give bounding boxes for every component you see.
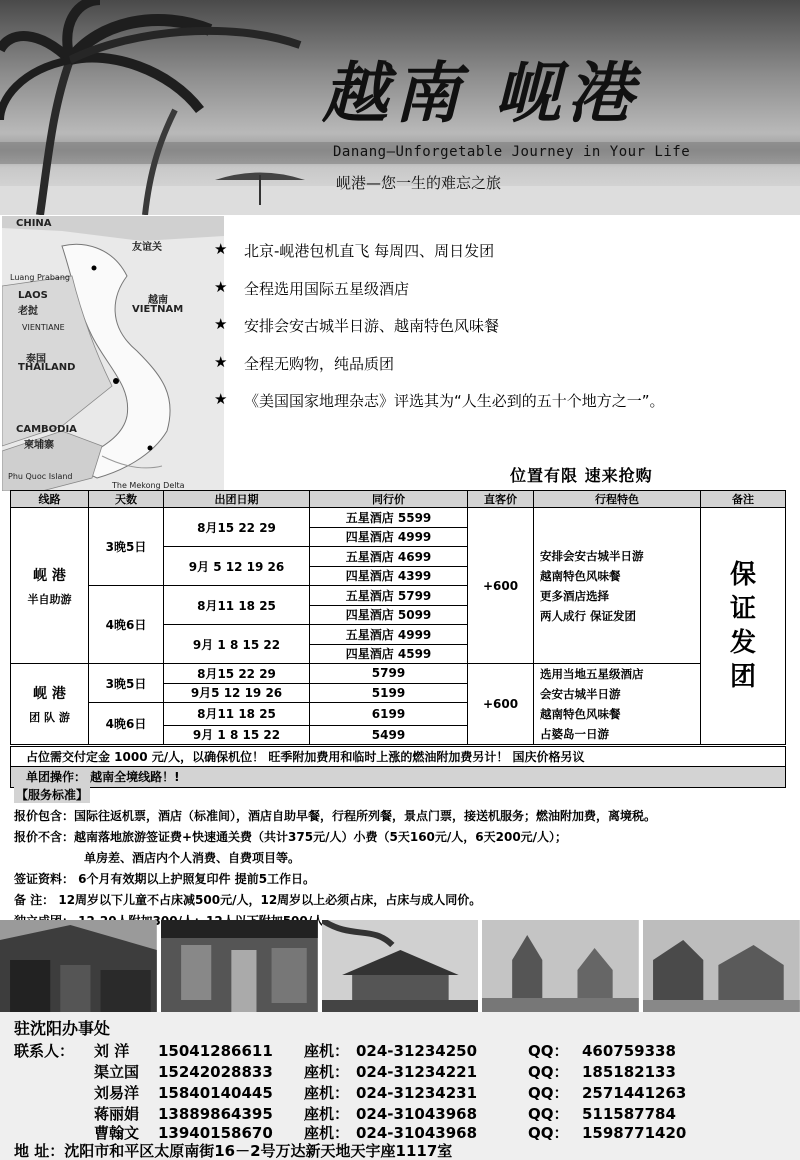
office-title: 驻沈阳办事处 — [14, 1019, 111, 1038]
header-banner — [0, 0, 800, 215]
price-cell: 五星酒店 4999 — [310, 625, 468, 645]
contact-landline: 024-31234221 — [356, 1063, 478, 1081]
price-cell: 五星酒店 4699 — [310, 547, 468, 567]
qq-label: QQ： — [528, 1063, 569, 1081]
contact-mobile: 13889864395 — [158, 1105, 273, 1123]
price-cell: 四星酒店 4399 — [310, 566, 468, 586]
highlight-text: 安排会安古城半日游、越南特色风味餐 — [244, 317, 500, 335]
date-cell: 9月 1 8 15 22 — [164, 625, 310, 664]
contact-name: 刘易洋 — [94, 1084, 140, 1102]
feature-line: 会安古城半日游 — [540, 687, 621, 701]
highlight-text: 全程无购物，纯品质团 — [244, 354, 395, 373]
highlight-text: 《美国国家地理杂志》评选其为“人生必到的五十个地方之一”。 — [244, 392, 665, 410]
price-cell: 五星酒店 5799 — [310, 586, 468, 606]
beach-umbrella-icon — [215, 165, 305, 205]
contact-landline: 024-31234250 — [356, 1042, 478, 1060]
route-type: 团 队 游 — [29, 711, 70, 724]
landline-label: 座机： — [304, 1124, 350, 1142]
star-icon: ★ — [214, 352, 228, 371]
route-type: 半自助游 — [27, 592, 72, 606]
contact-mobile: 13940158670 — [158, 1124, 273, 1142]
contact-row — [14, 1103, 676, 1124]
contact-name: 渠立国 — [94, 1063, 140, 1081]
date-cell: 9月 1 8 15 22 — [164, 725, 310, 745]
price-cell: 6199 — [310, 703, 468, 726]
map-label-vietnam-cn: 越南 — [148, 295, 168, 306]
remark-cell — [701, 508, 786, 745]
contact-row — [14, 1082, 686, 1103]
map-label-luang: Luang Prabang — [10, 273, 70, 282]
date-cell: 9月 5 12 19 26 — [164, 547, 310, 586]
qq-label: QQ： — [528, 1124, 569, 1142]
contact-qq: 2571441263 — [582, 1084, 687, 1102]
vietnam-map — [2, 216, 224, 491]
star-icon: ★ — [214, 240, 228, 258]
landline-label: 座机： — [304, 1084, 350, 1102]
photo-my-son-ruins — [643, 920, 800, 1012]
table-header-row — [11, 491, 786, 508]
deposit-notice: 占位需交付定金 1000 元/人，以确保机位！ 旺季附加费用和临时上涨的燃油附加费另计！ 国庆价格另议 — [10, 746, 786, 768]
service-visa: 签证资料： 6个月有效期以上护照复印件 提前5工作日。 — [14, 872, 316, 886]
contact-mobile: 15242028833 — [158, 1063, 273, 1081]
price-cell: 5499 — [310, 725, 468, 745]
contact-landline: 024-31043968 — [356, 1124, 478, 1142]
map-label-thailand-cn: 泰国 — [26, 354, 46, 365]
service-exclude-extra: 单房差、酒店内个人消费、自费项目等。 — [84, 851, 301, 865]
features-cell — [534, 508, 701, 664]
qq-label: QQ： — [528, 1105, 569, 1123]
route-name: 岘 港 — [33, 567, 66, 584]
list-item — [214, 240, 800, 278]
days-cell: 4晚6日 — [89, 586, 164, 664]
highlight-text: 北京-岘港包机直飞 每周四、周日发团 — [244, 242, 495, 260]
date-cell: 9月5 12 19 26 — [164, 683, 310, 703]
qq-label: QQ： — [528, 1042, 569, 1060]
photo-cham-tower — [482, 920, 639, 1012]
date-cell: 8月11 18 25 — [164, 586, 310, 625]
feature-line: 两人成行 保证发团 — [540, 608, 637, 623]
guarantee-char: 发 — [729, 628, 756, 658]
star-icon: ★ — [214, 277, 228, 296]
limited-seats-text: 位置有限 速来抢购 — [510, 466, 653, 485]
service-exclude: 报价不含：越南落地旅游签证费+快速通关费（共计375元/人）小费（5天160元/人，6天200元/人）； — [14, 830, 568, 844]
direct-price-cell: +600 — [468, 508, 534, 664]
address-line — [14, 1140, 452, 1160]
feature-line: 选用当地五星级酒店 — [540, 667, 644, 681]
contact-name: 蒋丽娟 — [94, 1105, 140, 1123]
map-label-vientiane: VIENTIANE — [22, 323, 65, 332]
map-label-phuquoc: Phu Quoc Island — [8, 472, 73, 481]
guarantee-char: 保 — [729, 560, 756, 590]
date-cell: 8月11 18 25 — [164, 703, 310, 726]
map-label-vietnam: VIETNAM — [132, 304, 184, 315]
page-title: 越南 岘港 — [322, 54, 639, 132]
guarantee-char: 团 — [729, 662, 756, 692]
price-table — [10, 490, 786, 745]
photo-temple-interior — [161, 920, 318, 1012]
route-cell — [11, 508, 89, 664]
address-value: 沈阳市和平区太原南街16－2号万达新天地天宇座1117室 — [64, 1142, 453, 1160]
table-row — [11, 664, 786, 684]
map-label-cambodia: CAMBODIA — [16, 424, 77, 435]
route-cell — [11, 664, 89, 745]
contact-qq: 1598771420 — [582, 1124, 687, 1142]
price-cell: 四星酒店 4599 — [310, 644, 468, 664]
contact-name: 曹翰文 — [94, 1124, 140, 1142]
star-icon: ★ — [214, 315, 228, 333]
address-label: 地 址： — [14, 1142, 65, 1160]
feature-line: 更多酒店选择 — [540, 588, 609, 603]
col-dates: 出团日期 — [164, 491, 310, 508]
contact-landline: 024-31234231 — [356, 1084, 478, 1102]
map-label-thailand: THAILAND — [18, 362, 76, 373]
col-route: 线路 — [11, 491, 89, 508]
photo-strip — [0, 920, 800, 1012]
date-cell: 8月15 22 29 — [164, 664, 310, 684]
single-group-notice: 单团操作： 越南全境线路！! — [10, 766, 786, 788]
guarantee-text — [701, 558, 785, 694]
list-item — [214, 278, 800, 316]
service-section — [14, 786, 794, 933]
price-cell: 5199 — [310, 683, 468, 703]
route-name: 岘 港 — [33, 686, 66, 702]
map-label-china: CHINA — [16, 218, 52, 229]
list-item — [214, 390, 800, 428]
landline-label: 座机： — [304, 1042, 350, 1060]
date-cell: 8月15 22 29 — [164, 508, 310, 547]
highlights-list — [214, 240, 800, 428]
contact-qq: 460759338 — [582, 1042, 676, 1060]
price-cell: 四星酒店 5099 — [310, 605, 468, 625]
qq-label: QQ： — [528, 1084, 569, 1102]
photo-imperial-gate — [322, 920, 479, 1012]
price-cell: 五星酒店 5599 — [310, 508, 468, 528]
map-label-friendship: 友谊关 — [132, 242, 162, 253]
list-item — [214, 353, 800, 391]
contact-mobile: 15840140445 — [158, 1084, 273, 1102]
col-direct-price: 直客价 — [468, 491, 534, 508]
subtitle-chinese: 岘港—您一生的难忘之旅 — [336, 174, 502, 192]
guarantee-char: 证 — [729, 594, 756, 624]
contact-name: 刘 洋 — [94, 1042, 130, 1060]
feature-line: 安排会安古城半日游 — [540, 548, 644, 563]
days-cell: 3晚5日 — [89, 664, 164, 703]
contact-row — [14, 1040, 676, 1061]
map-label-laos: LAOS — [18, 290, 48, 301]
col-features: 行程特色 — [534, 491, 701, 508]
col-days: 天数 — [89, 491, 164, 508]
feature-line: 越南特色风味餐 — [540, 568, 621, 583]
contact-qq: 185182133 — [582, 1063, 676, 1081]
highlight-text: 全程选用国际五星级酒店 — [244, 279, 410, 298]
feature-line: 占婆岛一日游 — [540, 727, 609, 741]
service-note: 备 注： 12周岁以下儿童不占床减500元/人，12周岁以上必须占床，占床与成人同价。 — [14, 893, 482, 907]
feature-line: 越南特色风味餐 — [540, 707, 621, 721]
map-label-laos-cn: 老挝 — [18, 306, 38, 317]
landline-label: 座机： — [304, 1105, 350, 1123]
days-cell: 3晚5日 — [89, 508, 164, 586]
photo-hoian-street — [0, 920, 157, 1012]
features-cell — [534, 664, 701, 745]
col-agent-price: 同行价 — [310, 491, 468, 508]
service-include: 报价包含：国际往返机票，酒店（标准间），酒店自助早餐，行程所列餐，景点门票，接送机服务；燃油附加费，离境税。 — [14, 809, 657, 823]
days-cell: 4晚6日 — [89, 703, 164, 745]
contact-label: 联系人： — [14, 1042, 75, 1060]
col-remark: 备注 — [701, 491, 786, 508]
map-label-mekong: The Mekong Delta — [112, 481, 185, 490]
direct-price-cell: +600 — [468, 664, 534, 745]
star-icon: ★ — [214, 390, 228, 408]
contact-qq: 511587784 — [582, 1105, 676, 1123]
subtitle-english: Danang—Unforgetable Journey in Your Life — [333, 144, 691, 160]
list-item — [214, 315, 800, 353]
landline-label: 座机： — [304, 1063, 350, 1081]
price-cell: 四星酒店 4999 — [310, 527, 468, 547]
contact-row — [14, 1061, 676, 1082]
contact-mobile: 15041286611 — [158, 1042, 273, 1060]
price-cell: 5799 — [310, 664, 468, 684]
map-label-cambodia-cn: 柬埔寨 — [24, 440, 54, 451]
service-title: 【服务标准】 — [16, 788, 89, 802]
table-row — [11, 508, 786, 528]
contact-landline: 024-31043968 — [356, 1105, 478, 1123]
